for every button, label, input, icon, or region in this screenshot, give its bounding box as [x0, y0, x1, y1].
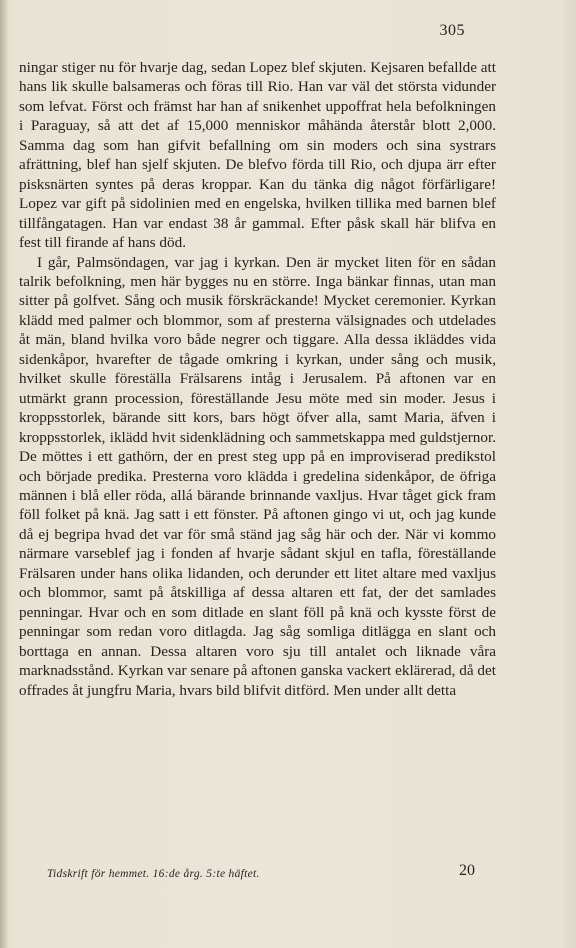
- paragraph-palm-sunday: I går, Palmsöndagen, var jag i kyrkan. Den är mycket liten för en sådan talrik befolkning, men här bygges nu en större. Inga bänkar finnas, utan man sitter på golfvet. Sång och musik förskräckande! Mycket ceremonier. Kyrkan klädd med palmer och blommor, som af presterna välsignades och utdelades åt män, bland hvilka voro både negrer och tiggare. Alla dessa ikläddes vida sidenkåpor, hvarefter de tågade omkring i kyrkan, under sång och musik, hvilket skulle föreställa Frälsarens intåg i Jerusalem. På aftonen var en utmärkt grann procession, föreställande Jesu möte med sin moder. Jesus i kroppsstorlek, bärande sitt kors, bars högt öfver alla, samt Maria, äfven i kroppsstorlek, iklädd hvit sidenklädning och sammetskappa med guldstjernor. De möttes i ett gathörn, der en prest steg upp på en improviserad predikstol och började predika. Presterna voro klädda i gredelina sidenkåpor, de öfriga männen i blå eller röda, allá bärande brinnande vaxljus. Hvar tåget gick fram föll folket på knä. Jag satt i ett fönster. På aftonen gingo vi ut, och jag kunde då ej begripa hvad det var för små ständ jag såg här och der. När vi kommo närmare varseblef jag i fonden af hvarje sådant skjul en tafla, föreställande Frälsaren under hans olika lidanden, och derunder ett litet altare med vaxljus och blommor, samt på åtskilliga af dessa altaren ett fat, der det samlades penningar. Hvar och en som ditlade en slant föll på knä och kysste först de penningar som redan voro ditlagda. Jag såg somliga ditlägga en slant och borttaga en annan. Dessa altaren voro sju till antalet och liknade våra marknadsstånd. Kyrkan var senare på aftonen ganska vackert eklärerad, då det offrades åt jungfru Maria, hvars bild blifvit ditförd. Men under allt detta: [19, 253, 496, 699]
- page-binding-shadow: [0, 0, 8, 948]
- printer-signature: Tidskrift för hemmet. 16:de årg. 5:te häftet.: [47, 868, 260, 880]
- paragraph-lopez: ningar stiger nu för hvarje dag, sedan Lopez blef skjuten. Kejsaren befallde att hans lik skulle balsameras och föras till Rio. Han var väl det största vidunder som lefvat. Först och främst har han af snikenhet uppoffrat hela befolkningen i Paraguay, så att det af 15,000 menniskor måhända återstår blott 2,000. Samma dag som han gifvit befallning om sin moders och sina systrars afrättning, blef han sjelf skjuten. De blefvo förda till Rio, och djupa ärr efter pisksnärten syntes på deras kroppar. Kan du tänka dig något förfärligare! Lopez var gift på sidolinien med en engelska, hvilken tillika med barnen blef tillfångatagen. Han var endast 38 år gammal. Efter påsk skall här blifva en fest till firande af hans död.: [19, 59, 496, 252]
- page-footer: [19, 862, 496, 886]
- sheet-number: 20: [459, 862, 475, 879]
- page-number: 305: [439, 22, 465, 39]
- body-text: [19, 58, 496, 700]
